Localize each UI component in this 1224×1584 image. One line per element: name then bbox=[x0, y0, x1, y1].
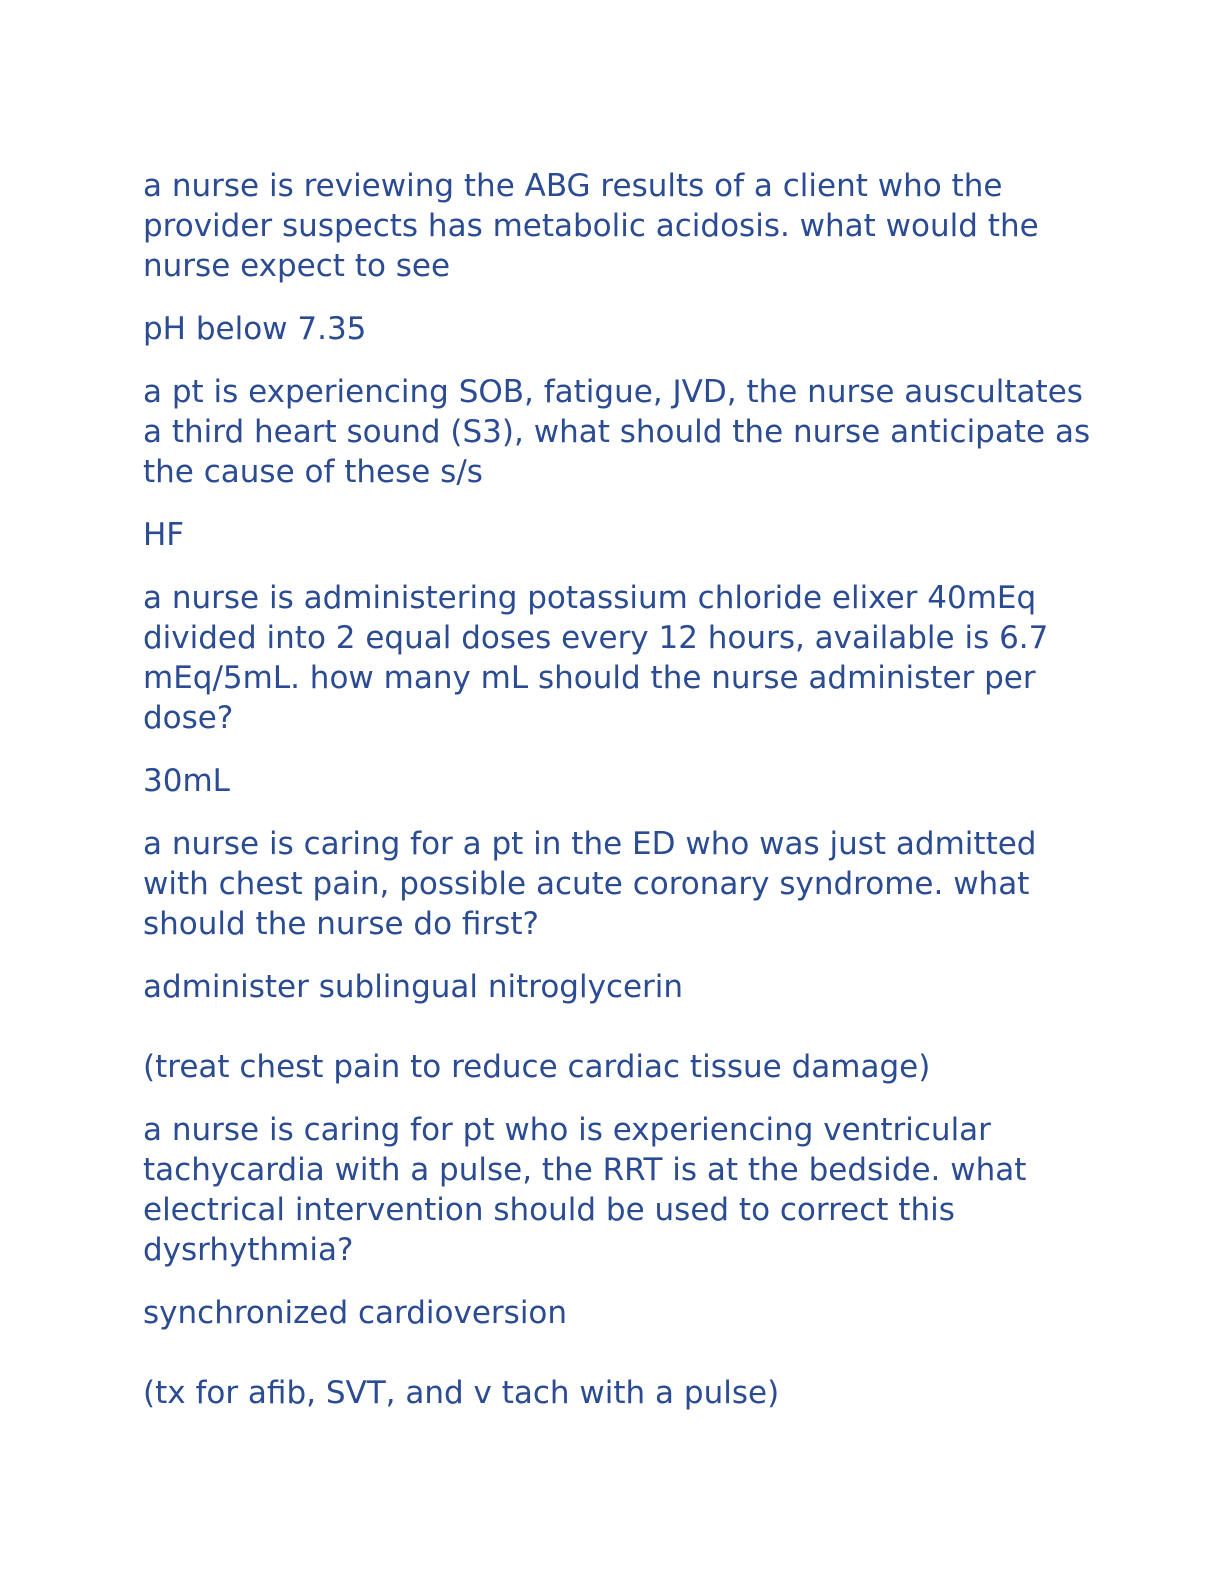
answer-2: HF bbox=[143, 517, 185, 553]
question-5: a nurse is caring for pt who is experiencing ventricular tachycardia with a pulse, the RRT is at the bedside. what electrical intervention should be used to correct this dysrhythmia? bbox=[143, 1112, 1027, 1268]
answer-1: pH below 7.35 bbox=[143, 311, 367, 347]
question-3: a nurse is administering potassium chloride elixer 40mEq divided into 2 equal doses every 12 hours, available is 6.7 mEq/5mL. how many mL should the nurse administer per dose? bbox=[143, 580, 1049, 736]
answer-5: synchronized cardioversion bbox=[143, 1295, 568, 1331]
answer-5-note: (tx for afib, SVT, and v tach with a pulse) bbox=[143, 1375, 780, 1411]
question-4: a nurse is caring for a pt in the ED who was just admitted with chest pain, possible acute coronary syndrome. what should the nurse do first? bbox=[143, 826, 1037, 942]
answer-4: administer sublingual nitroglycerin bbox=[143, 969, 684, 1005]
question-2: a pt is experiencing SOB, fatigue, JVD, the nurse auscultates a third heart sound (S3), what should the nurse anticipate as the cause of these s/s bbox=[143, 374, 1091, 490]
answer-3: 30mL bbox=[143, 763, 230, 799]
document-content bbox=[143, 166, 1093, 1436]
question-1: a nurse is reviewing the ABG results of a client who the provider suspects has metabolic acidosis. what would the nurse expect to see bbox=[143, 168, 1039, 284]
answer-4-note: (treat chest pain to reduce cardiac tissue damage) bbox=[143, 1049, 931, 1085]
